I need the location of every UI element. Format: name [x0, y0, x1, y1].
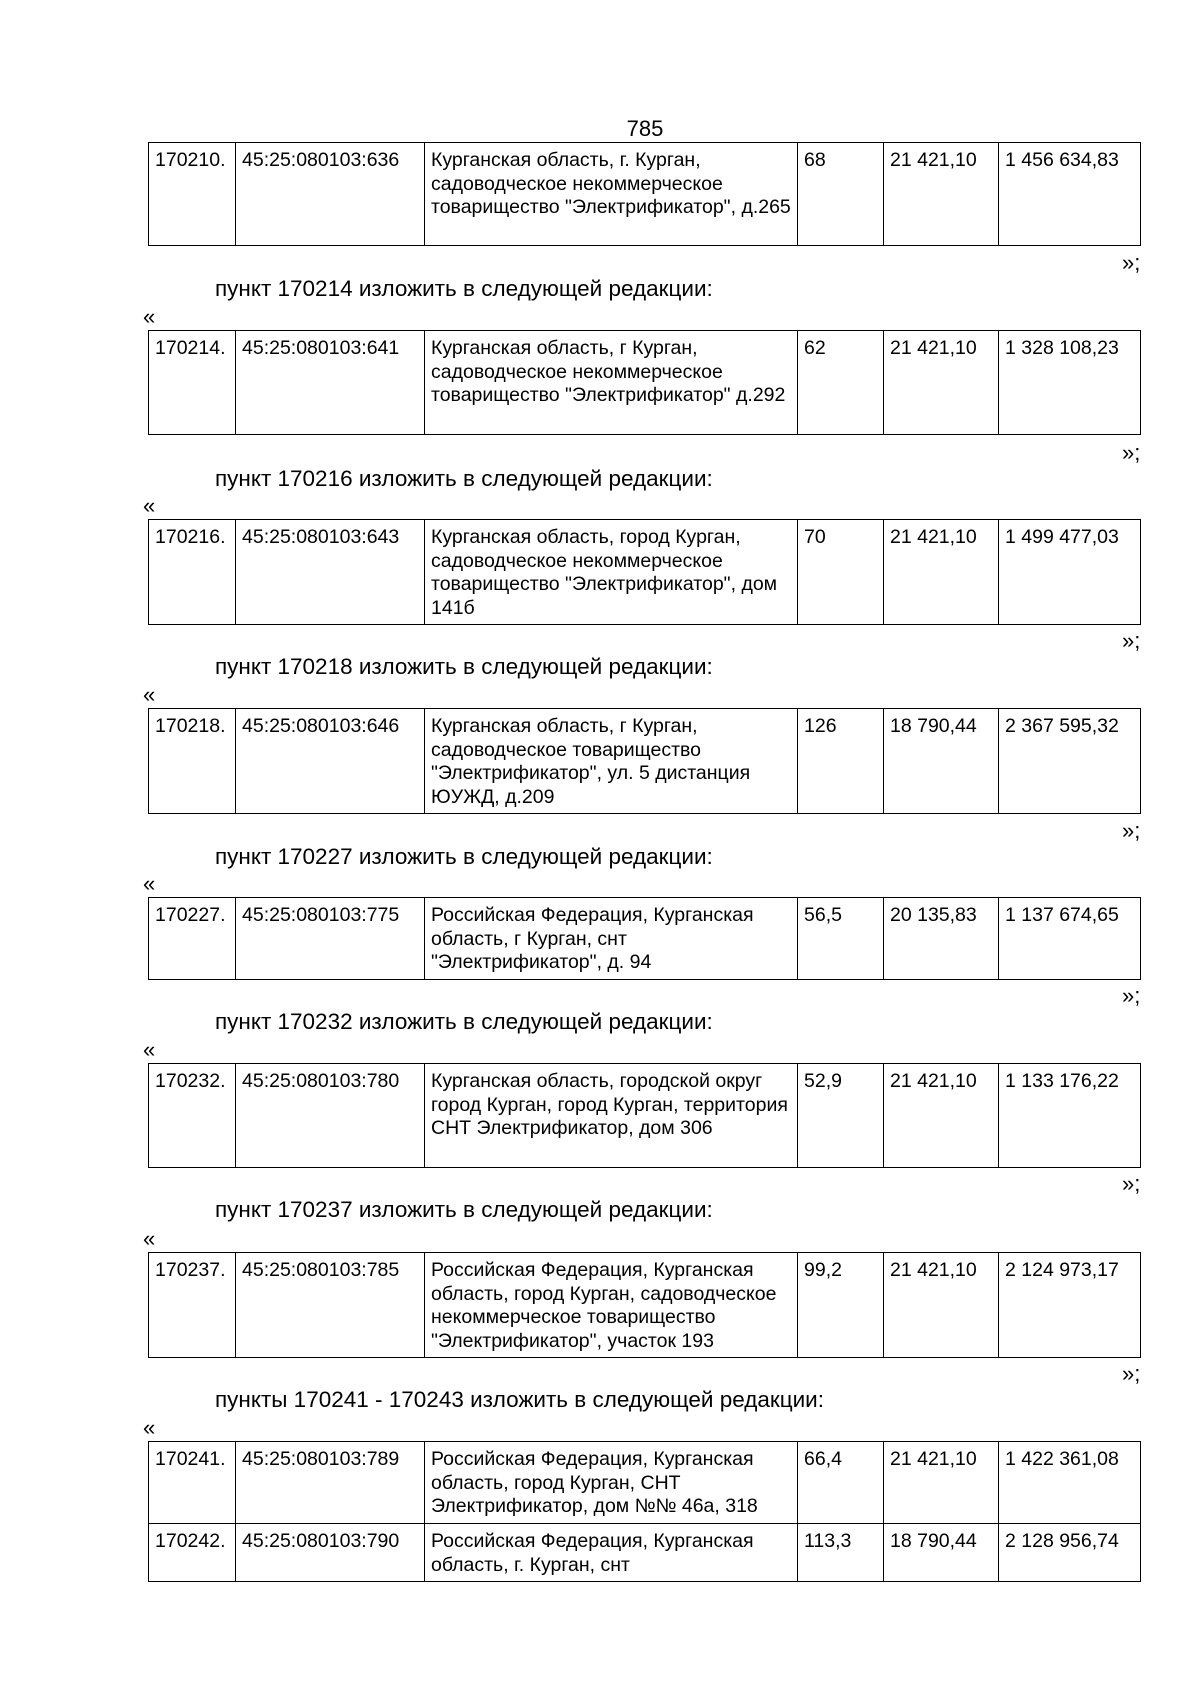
- instruction-text: пункт 170218 изложить в следующей редакции:: [215, 654, 713, 679]
- cadastral-number: 45:25:080103:636: [236, 143, 425, 246]
- table-row: [149, 143, 1141, 246]
- opening-quote: «: [143, 1226, 156, 1251]
- opening-quote: «: [143, 682, 156, 707]
- cadastral-value: 2 128 956,74: [999, 1524, 1141, 1582]
- area: 126: [798, 709, 884, 814]
- cadastral-number: 45:25:080103:789: [236, 1442, 425, 1524]
- opening-quote: «: [143, 1415, 156, 1440]
- table-row: [149, 1442, 1141, 1524]
- address: Российская Федерация, Курганская область, г. Курган, снт: [425, 1524, 798, 1582]
- cadastral-value: 1 422 361,08: [999, 1442, 1141, 1524]
- closing-quote: »;: [1122, 628, 1141, 653]
- rate: 21 421,10: [884, 143, 999, 246]
- instruction-text: пункты 170241 - 170243 изложить в следующей редакции:: [215, 1387, 825, 1412]
- table-row: [149, 520, 1141, 625]
- cadastral-number: 45:25:080103:646: [236, 709, 425, 814]
- closing-quote: »;: [1122, 1361, 1141, 1386]
- cadastral-number: 45:25:080103:641: [236, 331, 425, 435]
- opening-quote: «: [143, 304, 156, 329]
- address: Курганская область, г Курган, садоводческое некоммерческое товарищество "Электрификатор" д.292: [425, 331, 798, 435]
- instruction-text: пункт 170227 изложить в следующей редакции:: [215, 844, 713, 869]
- row-number: 170214.: [149, 331, 236, 435]
- closing-quote: »;: [1122, 818, 1141, 843]
- register-table: [148, 708, 1141, 814]
- row-number: 170210.: [149, 143, 236, 246]
- closing-quote: »;: [1122, 1171, 1141, 1196]
- opening-quote: «: [143, 493, 156, 518]
- address: Курганская область, г. Курган, садоводческое некоммерческое товарищество "Электрификатор", д.265: [425, 143, 798, 246]
- row-number: 170237.: [149, 1253, 236, 1358]
- area: 66,4: [798, 1442, 884, 1524]
- address: Российская Федерация, Курганская область, г Курган, снт "Электрификатор", д. 94: [425, 898, 798, 980]
- register-table: [148, 1063, 1141, 1168]
- row-number: 170232.: [149, 1064, 236, 1168]
- address: Курганская область, городской округ город Курган, город Курган, территория СНТ Электрификатор, дом 306: [425, 1064, 798, 1168]
- register-table: [148, 330, 1141, 435]
- closing-quote: »;: [1122, 983, 1141, 1008]
- rate: 21 421,10: [884, 331, 999, 435]
- cadastral-value: 1 137 674,65: [999, 898, 1141, 980]
- rate: 21 421,10: [884, 1064, 999, 1168]
- cadastral-value: 1 499 477,03: [999, 520, 1141, 625]
- instruction-text: пункт 170214 изложить в следующей редакции:: [215, 276, 713, 301]
- table-row: [149, 331, 1141, 435]
- instruction-text: пункт 170237 изложить в следующей редакции:: [215, 1197, 713, 1222]
- rate: 20 135,83: [884, 898, 999, 980]
- row-number: 170241.: [149, 1442, 236, 1524]
- rate: 18 790,44: [884, 709, 999, 814]
- row-number: 170242.: [149, 1524, 236, 1582]
- row-number: 170218.: [149, 709, 236, 814]
- opening-quote: «: [143, 871, 156, 896]
- table-row: [149, 898, 1141, 980]
- area: 70: [798, 520, 884, 625]
- register-table: [148, 142, 1141, 246]
- row-number: 170216.: [149, 520, 236, 625]
- table-row: [149, 1524, 1141, 1582]
- register-table: [148, 897, 1141, 980]
- register-table: [148, 519, 1141, 625]
- area: 113,3: [798, 1524, 884, 1582]
- rate: 21 421,10: [884, 1253, 999, 1358]
- area: 56,5: [798, 898, 884, 980]
- cadastral-number: 45:25:080103:775: [236, 898, 425, 980]
- cadastral-value: 1 328 108,23: [999, 331, 1141, 435]
- cadastral-number: 45:25:080103:780: [236, 1064, 425, 1168]
- register-table: [148, 1441, 1141, 1582]
- cadastral-value: 2 367 595,32: [999, 709, 1141, 814]
- table-row: [149, 709, 1141, 814]
- area: 52,9: [798, 1064, 884, 1168]
- table-row: [149, 1064, 1141, 1168]
- rate: 21 421,10: [884, 1442, 999, 1524]
- opening-quote: «: [143, 1037, 156, 1062]
- row-number: 170227.: [149, 898, 236, 980]
- address: Российская Федерация, Курганская область, город Курган, СНТ Электрификатор, дом №№ 46а, 318: [425, 1442, 798, 1524]
- area: 62: [798, 331, 884, 435]
- page-number: 785: [626, 116, 664, 141]
- area: 68: [798, 143, 884, 246]
- rate: 18 790,44: [884, 1524, 999, 1582]
- address: Российская Федерация, Курганская область, город Курган, садоводческое некоммерческое товарищество "Электрификатор", участок 193: [425, 1253, 798, 1358]
- address: Курганская область, г Курган, садоводческое товарищество "Электрификатор", ул. 5 дистанция ЮУЖД, д.209: [425, 709, 798, 814]
- closing-quote: »;: [1122, 440, 1141, 465]
- area: 99,2: [798, 1253, 884, 1358]
- cadastral-value: 2 124 973,17: [999, 1253, 1141, 1358]
- instruction-text: пункт 170216 изложить в следующей редакции:: [215, 466, 713, 491]
- table-row: [149, 1253, 1141, 1358]
- cadastral-value: 1 456 634,83: [999, 143, 1141, 246]
- closing-quote: »;: [1122, 250, 1141, 275]
- cadastral-number: 45:25:080103:643: [236, 520, 425, 625]
- cadastral-number: 45:25:080103:785: [236, 1253, 425, 1358]
- rate: 21 421,10: [884, 520, 999, 625]
- instruction-text: пункт 170232 изложить в следующей редакции:: [215, 1009, 713, 1034]
- cadastral-value: 1 133 176,22: [999, 1064, 1141, 1168]
- address: Курганская область, город Курган, садоводческое некоммерческое товарищество "Электрификатор", дом 141б: [425, 520, 798, 625]
- register-table: [148, 1252, 1141, 1358]
- cadastral-number: 45:25:080103:790: [236, 1524, 425, 1582]
